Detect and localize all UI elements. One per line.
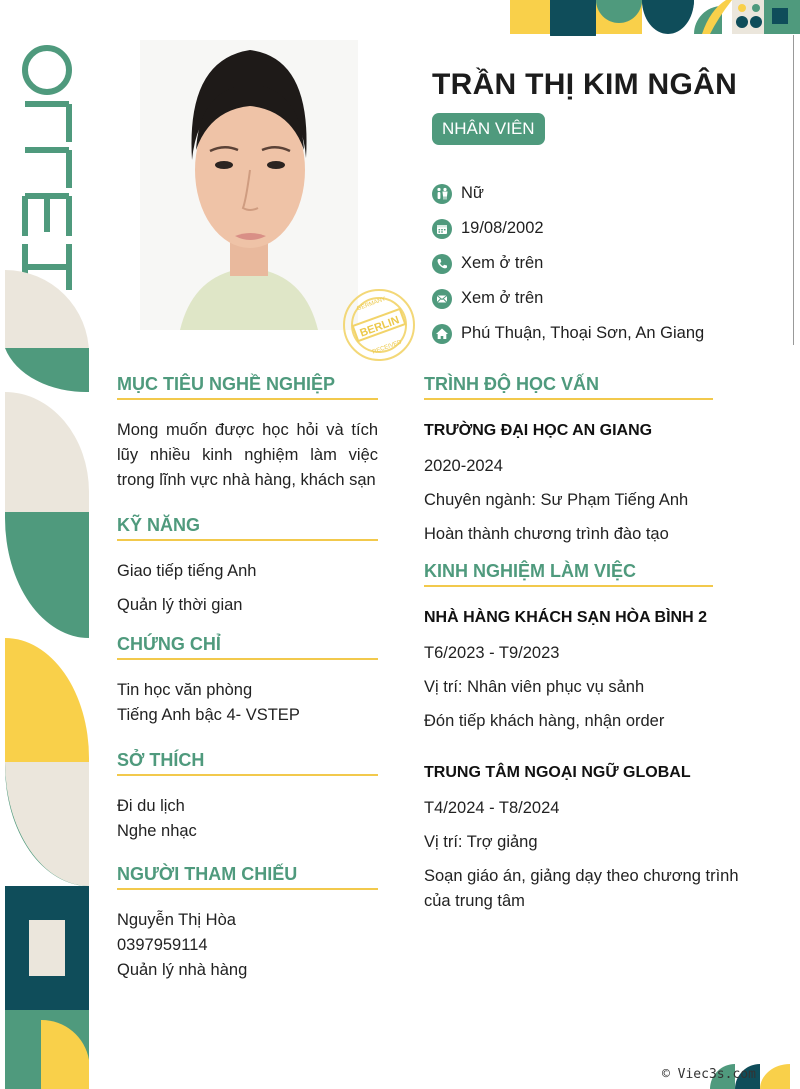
school-major: Chuyên ngành: Sư Phạm Tiếng Anh <box>424 491 689 509</box>
school-years: 2020-2024 <box>424 457 503 475</box>
top-decoration <box>510 0 800 36</box>
job-period: T6/2023 - T9/2023 <box>424 644 560 662</box>
home-icon <box>432 324 452 344</box>
hobby-item: Nghe nhạc <box>117 822 197 840</box>
calendar-icon <box>432 219 452 239</box>
job-position: Vị trí: Nhân viên phục vụ sảnh <box>424 678 645 696</box>
job-description: Đón tiếp khách hàng, nhận order <box>424 712 665 730</box>
contact-birthday-text: 19/08/2002 <box>461 219 544 237</box>
job-description: Soạn giáo án, giảng dạy theo chương trình của trung tâm <box>424 867 739 910</box>
certificate-item: Tiếng Anh bậc 4- VSTEP <box>117 706 300 724</box>
job-org: NHÀ HÀNG KHÁCH SẠN HÒA BÌNH 2 <box>424 609 707 626</box>
job-org: TRUNG TÂM NGOẠI NGỮ GLOBAL <box>424 764 691 781</box>
job-period: T4/2024 - T8/2024 <box>424 799 560 817</box>
contact-email-text: Xem ở trên <box>461 289 544 307</box>
school-status: Hoàn thành chương trình đào tạo <box>424 525 669 543</box>
contact-address <box>432 316 792 351</box>
watermark: © Viec3s.com <box>662 1067 756 1082</box>
phone-icon <box>432 254 452 274</box>
hobbies-title: SỞ THÍCH <box>117 750 378 776</box>
page-edge-line <box>793 35 794 345</box>
skill-item: Quản lý thời gian <box>117 596 243 614</box>
reference-title: NGƯỜI THAM CHIẾU <box>117 864 378 890</box>
education-title: TRÌNH ĐỘ HỌC VẤN <box>424 374 713 400</box>
reference-position: Quản lý nhà hàng <box>117 961 248 979</box>
contact-email <box>432 281 792 316</box>
stamp-top-text: GERMANY <box>356 296 387 313</box>
job-position: Vị trí: Trợ giảng <box>424 833 538 851</box>
reference-phone: 0397959114 <box>117 936 208 954</box>
contact-phone <box>432 246 792 281</box>
hobby-item: Đi du lịch <box>117 797 185 815</box>
role-badge: NHÂN VIÊN <box>432 113 545 145</box>
profile-photo <box>140 40 358 330</box>
stamp-middle-text: BERLIN <box>358 314 401 340</box>
objective-title: MỤC TIÊU NGHỀ NGHIỆP <box>117 374 378 400</box>
stamp-bottom-text: RECEIVED <box>371 339 403 356</box>
contact-address-text: Phú Thuận, Thoại Sơn, An Giang <box>461 324 705 342</box>
berlin-stamp <box>340 286 418 364</box>
objective-text: Mong muốn được học hỏi và tích lũy nhiều kinh nghiệm làm việc trong lĩnh vực nhà hàng, khách sạn <box>117 421 378 489</box>
left-column <box>117 374 378 983</box>
email-icon <box>432 289 452 309</box>
contact-phone-text: Xem ở trên <box>461 254 544 272</box>
experience-title: KINH NGHIỆM LÀM VIỆC <box>424 561 713 587</box>
school-name: TRƯỜNG ĐẠI HỌC AN GIANG <box>424 422 653 439</box>
skills-title: KỸ NĂNG <box>117 515 378 541</box>
certificate-item: Tin học văn phòng <box>117 681 253 699</box>
contact-gender-text: Nữ <box>461 184 484 202</box>
right-column <box>424 374 754 914</box>
candidate-name: TRẦN THỊ KIM NGÂN <box>432 68 738 101</box>
certificates-title: CHỨNG CHỈ <box>117 634 378 660</box>
contact-birthday <box>432 211 792 246</box>
skill-item: Giao tiếp tiếng Anh <box>117 562 257 580</box>
left-decoration <box>5 0 89 1089</box>
reference-name: Nguyễn Thị Hòa <box>117 911 236 929</box>
contact-list <box>432 176 792 351</box>
gender-icon <box>432 184 452 204</box>
contact-gender <box>432 176 792 211</box>
